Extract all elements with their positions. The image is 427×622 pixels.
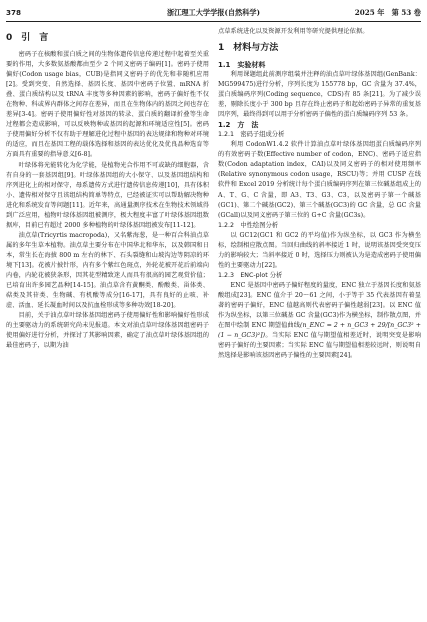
- page-header: [6, 6, 421, 20]
- subsubsection-heading-codon-composition: 1.2.1 密码子组成分析: [218, 131, 285, 139]
- enc-plot-text: ENC 是基因中密码子偏好程度的量度，ENC 独立于基因长度和氨基酸组成[23]。ENC 值介于 20～61 之间，小于等于 35 代表基因有着显著的密码子偏好，ENC 值越高则代表密码子偏性越弱[23]。以 ENC 值作为纵坐标，以第三位碱基 GC 含量(GC3)作为横坐标，制作散点图，并在图中绘制 ENC 期望值曲线: [218, 281, 422, 330]
- intro-paragraph-tricyrtis: 油点草(Tricyrtis macropoda)，又名紫海葱，是一种百合科油点草属的多年生草本植物。油点草主要分布在中国华北和华东，以及韩国和日本，常生长在海拔 800 m 左右的林下、石头裂缝和山坡沟边等阴凉的环境下[13]。花被片披针形，内有多个紫红色斑点，外轮花被开花后前端向内卷，内轮花被狭条形，因其花型精致迷人而具有很高的园艺观赏价值；已培育出许多园艺品种[14-15]。油点草含有黄酮类、酚酸类、甾体类、萜类及其苷类、生物碱、有机酸等成分[16-17]，具有良好的止咳、补虚、活血、延长凝血时间以及抗血栓形成等多种功效[18-20]。: [6, 231, 209, 310]
- issue-info: 2025 年 第 53 卷: [354, 8, 421, 17]
- subsubsection-heading-enc-plot: 1.2.3 ENC-plot 分析: [218, 271, 283, 279]
- page-number: 378: [6, 8, 22, 17]
- intro-paragraph-chloroplast: 叶绿体将光能转化为化学能，是植物光合作用不可或缺的细胞器，含有自身的一套基因组[9]。叶绿体基因组的大小保守、以及基因组结构和序列进化上的相对保守，母系遗传方式进行遗传信息传递[10]，具有体积小、遗传相对保守且该组结构简单等特点，已经被证实可以帮助解决物种进化和系统发育等问题[11]。近年来，高通量测序技术在生物技术领域得到广泛应用，植物叶绿体基因组被测序，极大程度丰富了叶绿体基因组数据库，目前已有超过 2000 多种植物的叶绿体基因组被发布[11-12]。: [6, 161, 209, 229]
- materials-paragraph: 利用课题组此前测序组装并注释的油点草叶绿体基因组(GenBank：MG599475)进行分析，序列长度为 155778 bp，GC 含量为 37.4%，蛋白质编码序列(Coding sequence，CDS)有 85 条[21]。为了减少误差，剔除长度小于 300 bp 且存在终止密码子和起始密码子异常的重复基因序列，最终得到可以用于分析密码子偏性的蛋白质编码序列 53 条。: [218, 71, 421, 119]
- journal-title: 浙江理工大学学报(自然科学): [166, 8, 261, 17]
- neutrality-paragraph: 以 GC12(GC1 和 GC2 的平均值)作为纵坐标，以 GC3 作为横坐标，绘制相应散点图。当回归曲线的斜率接近 1 时，说明该基因受突变压力的影响较大；当斜率接近 0 时，选择压力则被认为是造成密码子使用偏性的主要驱动力[22]。: [218, 231, 421, 269]
- enc-formula: (n_ENC = 2 + n_GC3 + 29/[n_GC3² + (1 − n_GC3)²]): [218, 322, 421, 340]
- header-rule: [6, 21, 421, 22]
- subsection-heading-materials: 1.1 实验材料: [218, 61, 266, 70]
- enc-plot-paragraph: [218, 281, 421, 361]
- intro-paragraph-codon-usage: 密码子在核酸和蛋白质之间的生物体遗传信息传递过程中起着至关重要的作用，大多数氨基酸都由至少 2 个同义密码子编码[1]。密码子使用偏好(Codon usage bias，CUB)是指同义密码子的优先和非随机应用[2]。受到突变、自然选择、基因长度、基因中密码子位置、mRNA 折叠、蛋白质结构以及 tRNA 丰度等多种因素的影响，密码子偏好性不仅在物种、科或界内群体之间存在差异，而且在生物体内的基因之间也存在差异[3-4]。密码子使用偏好性对基因的转录、蛋白质的翻译折叠等生命过程都会造成影响，可以反映物种或基因的起源和环境适应性[5]。密码子使用偏好分析不仅有助于理解进化过程中基因的表达规律和物种对环境的适应，而且在基因工程的载体选择和基因的表达优化及优良品种选育等方面具有重要的指导意义[6-8]。: [6, 51, 209, 159]
- section-heading-introduction: 0 引 言: [6, 33, 49, 43]
- intro-paragraph-objective: 目前，关于油点草叶绿体基因组密码子使用偏好性和影响偏好性形成的主要驱动力的系统研究尚未见报道。本文对油点草叶绿体基因组密码子使用偏好进行分析，并探讨了其影响因素，确定了油点草叶绿体基因组的最佳密码子，以期为油: [6, 312, 209, 350]
- right-column: [218, 27, 421, 361]
- section-heading-methods: 1 材料与方法: [218, 43, 279, 54]
- left-column: [6, 27, 209, 351]
- continued-paragraph: 点草系统进化以及资源开发利用等研究提供理论依据。: [218, 28, 369, 35]
- subsubsection-heading-neutrality: 1.2.2 中性绘图分析: [218, 221, 279, 229]
- codon-composition-paragraph: 利用 CodonW1.4.2 软件计算油点草叶绿体基因组蛋白质编码序列的有效密码子数(Effective number of codon，ENC)、密码子适应指数(Codon adaptation index，CAI)以及同义密码子的相对使用频率(Relative synonymous codon usage，RSCU)等；并用 CUSP 在线软件和 Excel 2019 分析统计每个蛋白质编码序列在第三位碱基组成上的 A、T、G、C 含量，即 A3、T3、G3、C3，以及密码子第一个碱基(GC1)、第二个碱基(GC2)、第三个碱基(GC3)的 GC 含量，总 GC 含量(GCall)以及同义密码子第三位的 G+C 含量(GC3s)。: [218, 141, 421, 219]
- enc-plot-text-continued: 。当实际 ENC 值与期望值相差近时，说明突变是影响密码子偏好的主要因素；当实际 ENC 值与期望值相差较远时，则说明自然选择是影响该基因密码子偏性的主要因素[24]。: [218, 332, 421, 360]
- subsection-heading-methods: 1.2 方 法: [218, 121, 259, 130]
